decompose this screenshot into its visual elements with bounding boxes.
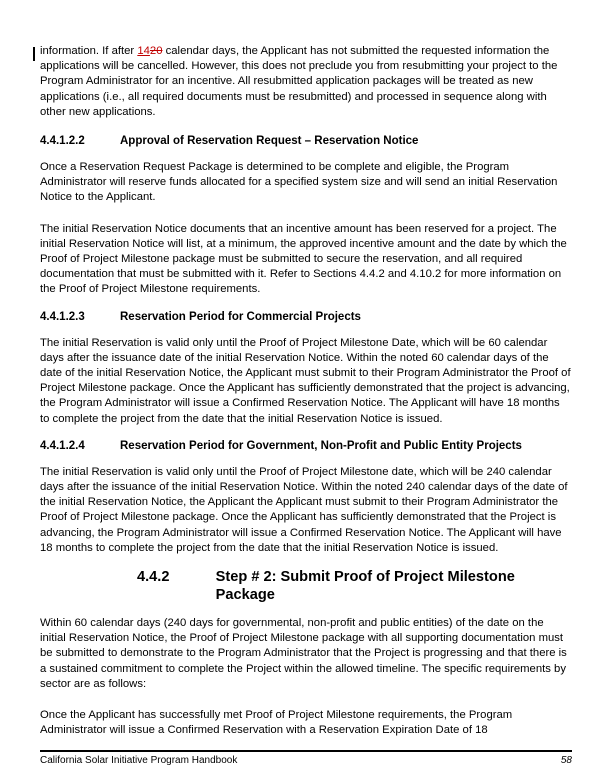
paragraph: Within 60 calendar days (240 days for governmental, non-profit and public entities) of the date on the initial Reservation Notice, the Proof of Project Milestone package with all supporting documentation must be submitted to demonstrate to the Program Administrator that the Project is progressing and that there is a sustained commitment to complete the Project within the allowed timeline. The specific requirements by sector are as follows: <box>40 617 567 690</box>
paragraph: The initial Reservation Notice documents that an incentive amount has been reserved for a project. The initial Reservation Notice will list, at a minimum, the approved incentive amount and the date by which the Proof of Project Milestone package must be submitted to secure the reservation, and all required documentation that must be submitted with it. Refer to Sections 4.4.2 and 4.10.2 for more information on the Proof of Project Milestone requirements. <box>40 222 567 296</box>
section-title: Step # 2: Submit Proof of Project Milestone Package <box>215 569 515 604</box>
section-number: 4.4.2 <box>137 569 170 586</box>
section-number: 4.4.1.2.3 <box>40 310 85 323</box>
footer-title: California Solar Initiative Program Handbook <box>40 755 238 766</box>
page-number: 58 <box>560 755 572 766</box>
intro-paragraph <box>40 44 572 120</box>
paragraph: Once a Reservation Request Package is determined to be complete and eligible, the Program Administrator will reserve funds allocated for a specified system size and will send an initial Reservation Notice to the Applicant. <box>40 161 558 204</box>
section-number: 4.4.1.2.2 <box>40 135 85 148</box>
section-title: Reservation Period for Commercial Projects <box>120 310 361 323</box>
section-number: 4.4.1.2.4 <box>40 439 85 452</box>
document-page <box>40 44 572 739</box>
section-heading-4-4-1-2-2 <box>40 134 572 148</box>
section-title: Reservation Period for Government, Non-Profit and Public Entity Projects <box>120 439 522 452</box>
footer-rule <box>40 750 572 752</box>
section-title: Approval of Reservation Request – Reservation Notice <box>120 135 419 148</box>
revision-change-bar <box>33 47 35 61</box>
paragraph: Once the Applicant has successfully met Proof of Project Milestone requirements, the Program Administrator will issue a Confirmed Reservation with a Reservation Expiration Date of 18 <box>40 709 513 737</box>
deleted-text: 20 <box>149 45 163 57</box>
inserted-text: 14 <box>137 45 150 57</box>
intro-text-rest: calendar days, the Applicant has not submitted the requested information the applications will be cancelled. However, this does not preclude you from resubmitting your project to the Program Administrator for an incentive. All resubmitted application packages will be treated as new applications (i.e., all required documents must be resubmitted) and processed in sequence along with other new applications. <box>40 45 558 118</box>
section-heading-4-4-1-2-3 <box>40 310 572 324</box>
paragraph: The initial Reservation is valid only until the Proof of Project Milestone date, which will be 240 calendar days after the issuance of the initial Reservation Notice. Within the noted 240 calendar days of the date of the initial Reservation Notice, the Applicant the Applicant must submit to their Program Administrator the Proof of Project Milestone package. Once the Applicant has sufficiently demonstrated that the Project is advancing, the Program Administrator will issue a Confirmed Reservation Notice. The Applicant will have 18 months to complete the project from the date that the initial Reservation Notice is issued. <box>40 465 568 554</box>
section-heading-4-4-1-2-4 <box>40 439 572 453</box>
section-heading-4-4-2 <box>40 568 572 604</box>
intro-text-start: information. If after <box>40 45 138 57</box>
paragraph: The initial Reservation is valid only until the Proof of Project Milestone Date, which will be 60 calendar days after the issuance date of the initial Reservation Notice. Within the noted 60 calendar days of the date of the initial Reservation Notice, the Applicant must submit to their Program Administrator the Proof of Project Milestone package. Once the Applicant has sufficiently demonstrated that the project is advancing, the Program Administrator will issue a Confirmed Reservation Notice. The Applicant will have 18 months to complete the project from the date that the initial Reservation Notice is issued. <box>40 336 571 425</box>
